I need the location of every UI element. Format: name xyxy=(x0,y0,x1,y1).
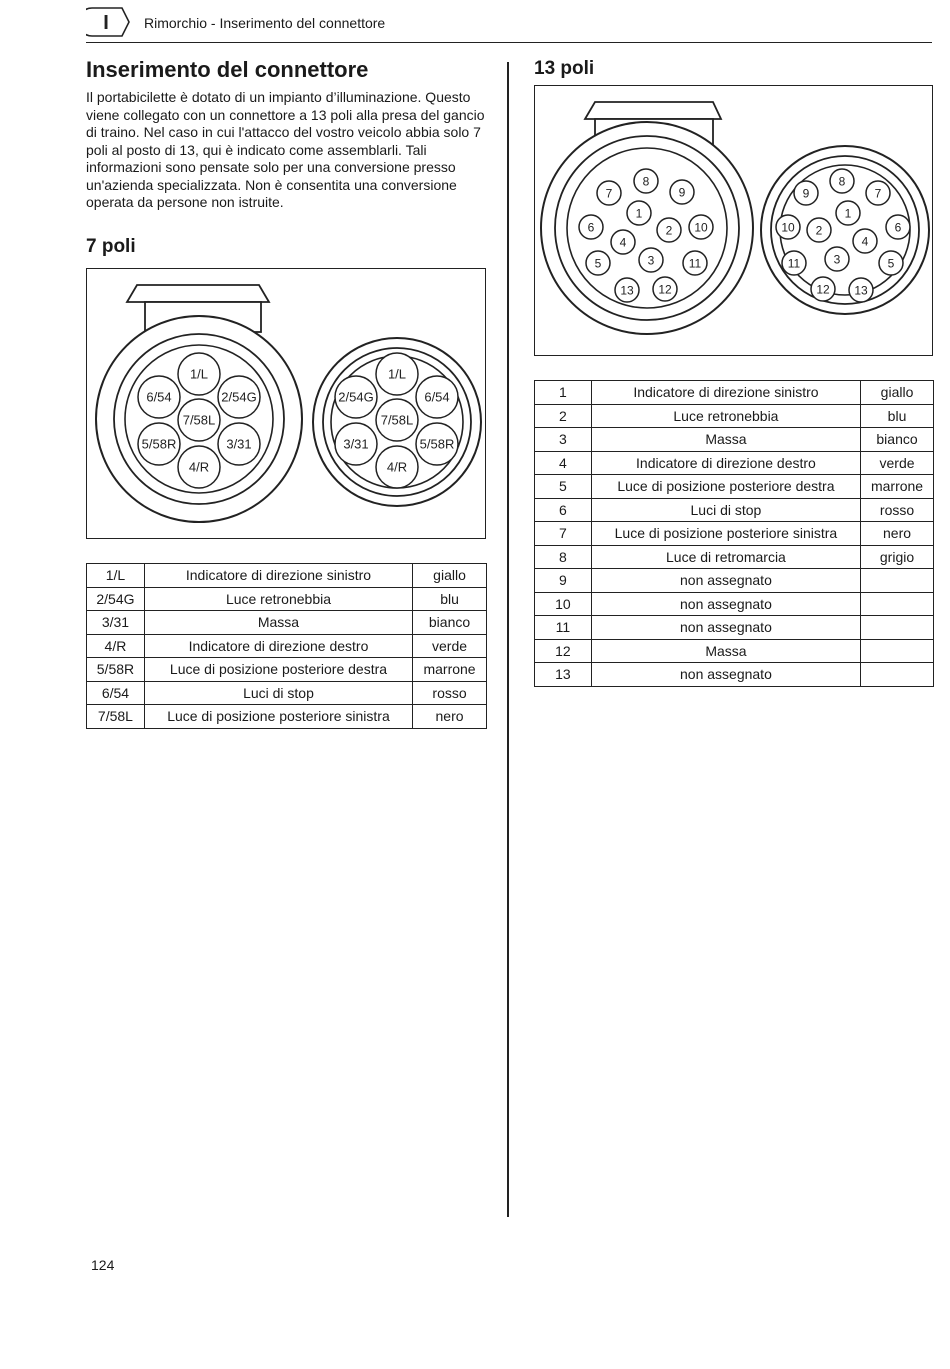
thirteen-pole-plug-pin xyxy=(670,180,694,204)
thirteen-pole-plug-pin-label: 2 xyxy=(665,223,673,238)
function-cell: Luce retronebbia xyxy=(591,404,860,428)
seven-pole-socket-pin xyxy=(335,423,377,465)
seven-pole-socket-pin-label: 6/54 xyxy=(424,389,450,405)
seven-pole-heading: 7 poli xyxy=(86,236,136,257)
function-cell: Indicatore di direzione destro xyxy=(591,451,860,475)
thirteen-pole-socket-pin-label: 7 xyxy=(874,186,882,201)
pin-code-cell: 5/58R xyxy=(87,658,145,682)
seven-pole-plug-pin-label: 3/31 xyxy=(226,436,252,452)
thirteen-pole-socket-pin-label: 11 xyxy=(787,256,801,271)
seven-pole-table-row xyxy=(87,611,487,635)
thirteen-pole-table-row xyxy=(535,428,934,452)
thirteen-pole-socket-pin xyxy=(782,251,806,275)
thirteen-pole-socket-pin-label: 12 xyxy=(816,282,830,297)
seven-pole-table-row xyxy=(87,564,487,588)
pin-code-cell: 4 xyxy=(535,451,592,475)
color-cell: blu xyxy=(861,404,934,428)
color-cell: bianco xyxy=(861,428,934,452)
seven-pole-table-row xyxy=(87,634,487,658)
thirteen-pole-plug-pin-label: 4 xyxy=(619,235,627,250)
color-cell: giallo xyxy=(413,564,487,588)
pin-code-cell: 2 xyxy=(535,404,592,428)
thirteen-pole-plug-pin xyxy=(579,215,603,239)
seven-pole-table-row xyxy=(87,658,487,682)
thirteen-pole-plug-pin xyxy=(653,277,677,301)
page-header xyxy=(86,6,932,43)
thirteen-pole-socket-pin-label: 5 xyxy=(887,256,895,271)
thirteen-pole-socket-pin xyxy=(776,215,800,239)
thirteen-pole-socket-pin xyxy=(886,215,910,239)
seven-pole-plug-pin-label: 5/58R xyxy=(141,436,177,452)
page-title: Inserimento del connettore xyxy=(86,57,369,82)
function-cell: Luci di stop xyxy=(144,681,412,705)
thirteen-pole-plug-pin-label: 9 xyxy=(678,185,686,200)
seven-pole-socket-pin xyxy=(376,446,418,488)
color-cell: grigio xyxy=(861,545,934,569)
color-cell: verde xyxy=(861,451,934,475)
seven-pole-plug-pin-label: 2/54G xyxy=(221,389,257,405)
seven-pole-diagram xyxy=(86,268,486,539)
function-cell: Luce di posizione posteriore destra xyxy=(144,658,412,682)
thirteen-pole-socket-pin xyxy=(853,229,877,253)
thirteen-pole-socket-pin xyxy=(825,247,849,271)
color-cell: marrone xyxy=(861,475,934,499)
thirteen-pole-socket-view xyxy=(761,146,929,314)
function-cell: Massa xyxy=(591,428,860,452)
thirteen-pole-table-row xyxy=(535,522,934,546)
thirteen-pole-socket-pin-label: 8 xyxy=(838,174,846,189)
color-cell xyxy=(861,663,934,687)
seven-pole-socket-pin-label: 4/R xyxy=(386,459,408,475)
seven-pole-plug-pin-label: 4/R xyxy=(188,459,210,475)
thirteen-pole-socket-pin-label: 2 xyxy=(815,223,823,238)
function-cell: Luce di posizione posteriore sinistra xyxy=(144,705,412,729)
color-cell: blu xyxy=(413,587,487,611)
pin-code-cell: 2/54G xyxy=(87,587,145,611)
seven-pole-socket-pin xyxy=(416,376,458,418)
thirteen-pole-plug-pin xyxy=(586,251,610,275)
thirteen-pole-table-row xyxy=(535,639,934,663)
pin-code-cell: 1 xyxy=(535,381,592,405)
thirteen-pole-table-row xyxy=(535,451,934,475)
color-cell: bianco xyxy=(413,611,487,635)
function-cell: Massa xyxy=(591,639,860,663)
thirteen-pole-socket-pin xyxy=(849,278,873,302)
function-cell: Luce retronebbia xyxy=(144,587,412,611)
function-cell: non assegnato xyxy=(591,592,860,616)
pin-code-cell: 9 xyxy=(535,569,592,593)
thirteen-pole-plug-pin-label: 10 xyxy=(694,220,708,235)
thirteen-pole-plug-pin-label: 8 xyxy=(642,174,650,189)
thirteen-pole-plug-pin xyxy=(689,215,713,239)
thirteen-pole-plug-pin xyxy=(639,248,663,272)
thirteen-pole-socket-pin xyxy=(807,218,831,242)
seven-pole-plug-pin-label: 1/L xyxy=(189,366,209,382)
thirteen-pole-socket-pin-label: 13 xyxy=(854,283,868,298)
thirteen-pole-table-row xyxy=(535,498,934,522)
thirteen-pole-socket-pin xyxy=(811,277,835,301)
function-cell: Luce di posizione posteriore destra xyxy=(591,475,860,499)
thirteen-pole-plug-pin xyxy=(611,230,635,254)
language-badge xyxy=(86,7,130,37)
pin-code-cell: 6 xyxy=(535,498,592,522)
function-cell: Luci di stop xyxy=(591,498,860,522)
header-title: Rimorchio - Inserimento del connettore xyxy=(144,15,386,31)
thirteen-pole-socket-pin-label: 9 xyxy=(802,186,810,201)
thirteen-pole-socket-pin xyxy=(794,181,818,205)
pin-code-cell: 1/L xyxy=(87,564,145,588)
seven-pole-plug-pin-label: 6/54 xyxy=(146,389,172,405)
thirteen-pole-socket-pin xyxy=(879,251,903,275)
thirteen-pole-socket-pin-label: 10 xyxy=(781,220,795,235)
thirteen-pole-table-row xyxy=(535,592,934,616)
function-cell: non assegnato xyxy=(591,663,860,687)
thirteen-pole-table-row xyxy=(535,381,934,405)
seven-pole-socket-pin xyxy=(376,399,418,441)
thirteen-pole-plug-pin-label: 13 xyxy=(620,283,634,298)
color-cell: rosso xyxy=(413,681,487,705)
thirteen-pole-plug-pin xyxy=(597,181,621,205)
thirteen-pole-plug-pin xyxy=(683,251,707,275)
color-cell xyxy=(861,639,934,663)
language-code: I xyxy=(103,12,109,34)
thirteen-pole-plug-pin-label: 11 xyxy=(688,256,702,271)
thirteen-pole-socket-pin-label: 4 xyxy=(861,234,869,249)
thirteen-pole-plug-pin-label: 5 xyxy=(594,256,602,271)
thirteen-pole-table-row xyxy=(535,475,934,499)
color-cell: nero xyxy=(861,522,934,546)
seven-pole-plug-view xyxy=(96,285,302,522)
thirteen-pole-socket-pin-label: 3 xyxy=(833,252,841,267)
seven-pole-socket-view xyxy=(313,338,481,506)
function-cell: non assegnato xyxy=(591,616,860,640)
pin-code-cell: 13 xyxy=(535,663,592,687)
seven-pole-socket-pin-label: 7/58L xyxy=(380,412,414,428)
thirteen-pole-table-row xyxy=(535,616,934,640)
function-cell: Massa xyxy=(144,611,412,635)
pin-code-cell: 10 xyxy=(535,592,592,616)
color-cell: giallo xyxy=(861,381,934,405)
seven-pole-socket-pin-label: 1/L xyxy=(387,366,407,382)
pin-code-cell: 3/31 xyxy=(87,611,145,635)
seven-pole-table xyxy=(86,563,487,729)
seven-pole-plug-pin xyxy=(218,423,260,465)
color-cell: marrone xyxy=(413,658,487,682)
seven-pole-table-row xyxy=(87,705,487,729)
thirteen-pole-plug-pin xyxy=(657,218,681,242)
color-cell xyxy=(861,616,934,640)
seven-pole-plug-pin xyxy=(178,353,220,395)
pin-code-cell: 7 xyxy=(535,522,592,546)
thirteen-pole-table-row xyxy=(535,404,934,428)
seven-pole-table-row xyxy=(87,681,487,705)
thirteen-pole-table-row xyxy=(535,569,934,593)
thirteen-pole-table xyxy=(534,380,934,687)
function-cell: Indicatore di direzione destro xyxy=(144,634,412,658)
color-cell xyxy=(861,569,934,593)
pin-code-cell: 11 xyxy=(535,616,592,640)
seven-pole-socket-pin xyxy=(335,376,377,418)
thirteen-pole-plug-pin xyxy=(634,169,658,193)
seven-pole-table-row xyxy=(87,587,487,611)
seven-pole-socket-pin-label: 5/58R xyxy=(419,436,455,452)
thirteen-pole-heading: 13 poli xyxy=(534,58,595,79)
pin-code-cell: 3 xyxy=(535,428,592,452)
pin-code-cell: 12 xyxy=(535,639,592,663)
thirteen-pole-plug-pin-label: 7 xyxy=(605,186,613,201)
function-cell: Luce di posizione posteriore sinistra xyxy=(591,522,860,546)
seven-pole-plug-pin-label: 7/58L xyxy=(182,412,216,428)
seven-pole-socket-pin-label: 3/31 xyxy=(343,436,369,452)
thirteen-pole-socket-pin xyxy=(836,201,860,225)
seven-pole-plug-pin xyxy=(218,376,260,418)
seven-pole-socket-pin xyxy=(376,353,418,395)
thirteen-pole-plug-pin xyxy=(627,201,651,225)
thirteen-pole-socket-pin xyxy=(866,181,890,205)
thirteen-pole-socket-pin-label: 6 xyxy=(894,220,902,235)
thirteen-pole-plug-pin-label: 6 xyxy=(587,220,595,235)
page-number: 124 xyxy=(91,1257,115,1273)
seven-pole-socket-pin-label: 2/54G xyxy=(338,389,374,405)
seven-pole-plug-pin xyxy=(178,399,220,441)
thirteen-pole-socket-pin xyxy=(830,169,854,193)
color-cell xyxy=(861,592,934,616)
thirteen-pole-table-row xyxy=(535,545,934,569)
function-cell: Luce di retromarcia xyxy=(591,545,860,569)
function-cell: Indicatore di direzione sinistro xyxy=(144,564,412,588)
pin-code-cell: 6/54 xyxy=(87,681,145,705)
seven-pole-plug-pin xyxy=(178,446,220,488)
color-cell: rosso xyxy=(861,498,934,522)
pin-code-cell: 7/58L xyxy=(87,705,145,729)
function-cell: non assegnato xyxy=(591,569,860,593)
column-divider xyxy=(507,62,509,1217)
seven-pole-plug-pin xyxy=(138,423,180,465)
function-cell: Indicatore di direzione sinistro xyxy=(591,381,860,405)
seven-pole-plug-pin xyxy=(138,376,180,418)
pin-code-cell: 8 xyxy=(535,545,592,569)
thirteen-pole-plug-pin-label: 1 xyxy=(635,206,643,221)
thirteen-pole-plug-view xyxy=(541,102,753,334)
thirteen-pole-plug-pin-label: 12 xyxy=(658,282,672,297)
intro-paragraph: Il portabicilette è dotato di un impianto d’illuminazione. Questo viene collegato con un connettore a 13 poli alla presa del gancio di traino. Nel caso in cui l'attacco del vostro veicolo abbia solo 7 poli al posto di 13, qui è indicato come assemblarli. Tali informazioni sono pensate solo per una conversione presso un'azienda specializzata. Non è consentita una conversione operata da persone non istruite. xyxy=(86,89,485,210)
seven-pole-socket-pin xyxy=(416,423,458,465)
thirteen-pole-table-row xyxy=(535,663,934,687)
thirteen-pole-plug-pin xyxy=(615,278,639,302)
thirteen-pole-socket-pin-label: 1 xyxy=(844,206,852,221)
pin-code-cell: 4/R xyxy=(87,634,145,658)
color-cell: verde xyxy=(413,634,487,658)
thirteen-pole-plug-pin-label: 3 xyxy=(647,253,655,268)
thirteen-pole-diagram xyxy=(534,85,933,356)
color-cell: nero xyxy=(413,705,487,729)
pin-code-cell: 5 xyxy=(535,475,592,499)
